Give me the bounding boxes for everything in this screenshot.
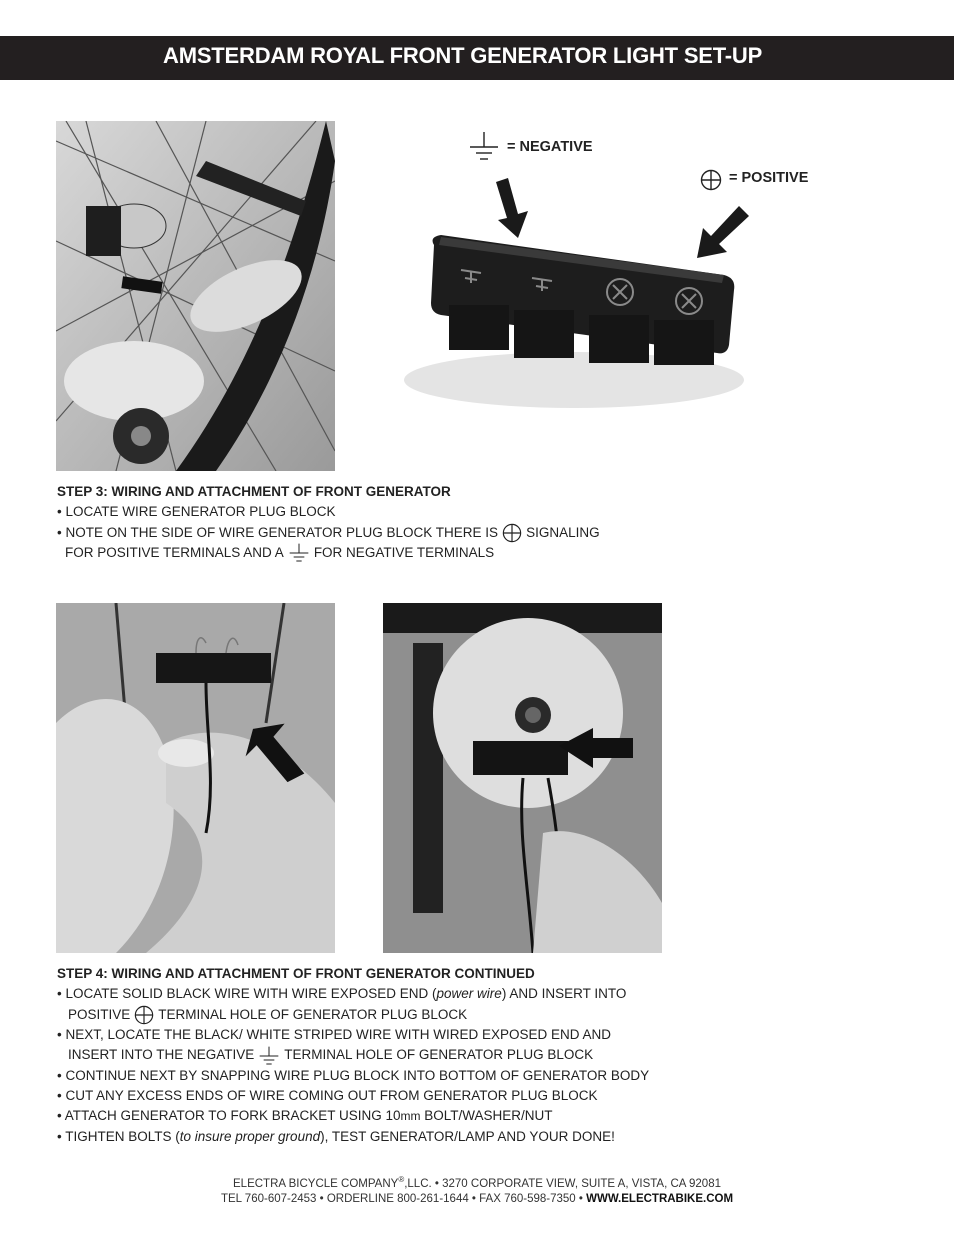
positive-terminal-icon xyxy=(700,169,722,191)
step4-text: to insure proper ground xyxy=(179,1128,321,1144)
page-title: AMSTERDAM ROYAL FRONT GENERATOR LIGHT SET-UP xyxy=(163,43,763,68)
page-header xyxy=(0,36,954,80)
arrow-down-left-icon xyxy=(695,204,751,260)
step4-line xyxy=(57,1127,649,1147)
step4-line: • CUT ANY EXCESS ENDS OF WIRE COMING OUT FROM GENERATOR PLUG BLOCK xyxy=(57,1088,598,1104)
step4-text: ) AND INSERT INTO xyxy=(501,986,627,1002)
positive-terminal-icon xyxy=(134,1005,154,1025)
step4-text: • ATTACH GENERATOR TO FORK BRACKET USING 10 xyxy=(57,1108,401,1124)
negative-ground-icon xyxy=(468,130,500,162)
photo-generator-on-fork xyxy=(56,121,335,471)
step3-text: • NOTE ON THE SIDE OF WIRE GENERATOR PLUG BLOCK THERE IS xyxy=(57,524,499,540)
footer-contact xyxy=(0,1193,954,1205)
negative-ground-icon xyxy=(288,543,310,563)
contact-numbers: TEL 760-607-2453 • ORDERLINE 800-261-1644 • FAX 760-598-7350 • xyxy=(220,1193,587,1205)
step3-line xyxy=(57,543,600,563)
step4-line: • CONTINUE NEXT BY SNAPPING WIRE PLUG BLOCK INTO BOTTOM OF GENERATOR BODY xyxy=(57,1067,650,1083)
step4-line: • NEXT, LOCATE THE BLACK/ WHITE STRIPED WIRE WITH WIRED EXPOSED END AND xyxy=(57,1027,612,1043)
arrow-down-icon xyxy=(492,178,532,240)
step3-text: FOR NEGATIVE TERMINALS xyxy=(313,545,495,561)
step4-text: INSERT INTO THE NEGATIVE xyxy=(68,1047,255,1063)
positive-terminal-icon xyxy=(502,523,522,543)
step4-text: TERMINAL HOLE OF GENERATOR PLUG BLOCK xyxy=(158,1006,468,1022)
step4-text: ), TEST GENERATOR/LAMP AND YOUR DONE! xyxy=(320,1128,615,1144)
registered-mark: ® xyxy=(398,1175,405,1184)
step4-line xyxy=(57,1005,649,1025)
step4-text: POSITIVE xyxy=(68,1006,131,1022)
step4-text: BOLT/WASHER/NUT xyxy=(420,1108,553,1124)
website-link[interactable]: WWW.ELECTRABIKE.COM xyxy=(586,1193,734,1205)
photo-block-on-generator xyxy=(383,603,662,953)
negative-ground-icon xyxy=(258,1046,280,1066)
step4-line xyxy=(57,1045,649,1065)
step4-line xyxy=(57,984,649,1004)
step4-section xyxy=(57,964,649,1147)
positive-label: = POSITIVE xyxy=(729,170,809,186)
step4-text: TERMINAL HOLE OF GENERATOR PLUG BLOCK xyxy=(284,1047,594,1063)
step3-line xyxy=(57,523,600,543)
step4-text: • LOCATE SOLID BLACK WIRE WITH WIRE EXPOSED END ( xyxy=(57,986,437,1002)
step3-line: • LOCATE WIRE GENERATOR PLUG BLOCK xyxy=(57,504,336,520)
step3-title: STEP 3: WIRING AND ATTACHMENT OF FRONT GENERATOR xyxy=(57,484,451,499)
step3-section xyxy=(57,482,600,563)
step4-line xyxy=(57,1106,649,1126)
step3-text: SIGNALING xyxy=(526,524,600,540)
photo-inserting-wires xyxy=(56,603,335,953)
step4-text: power wire xyxy=(436,986,502,1002)
footer-address xyxy=(0,1175,954,1190)
company-name: ELECTRA BICYCLE COMPANY xyxy=(233,1177,399,1190)
step3-text: FOR POSITIVE TERMINALS AND A xyxy=(65,545,284,561)
step4-text: mm xyxy=(400,1109,421,1124)
step4-title: STEP 4: WIRING AND ATTACHMENT OF FRONT GENERATOR CONTINUED xyxy=(57,966,535,981)
step4-text: • TIGHTEN BOLTS ( xyxy=(57,1128,180,1144)
negative-label: = NEGATIVE xyxy=(507,139,593,155)
company-address: ,LLC. • 3270 CORPORATE VIEW, SUITE A, VISTA, CA 92081 xyxy=(404,1177,721,1190)
